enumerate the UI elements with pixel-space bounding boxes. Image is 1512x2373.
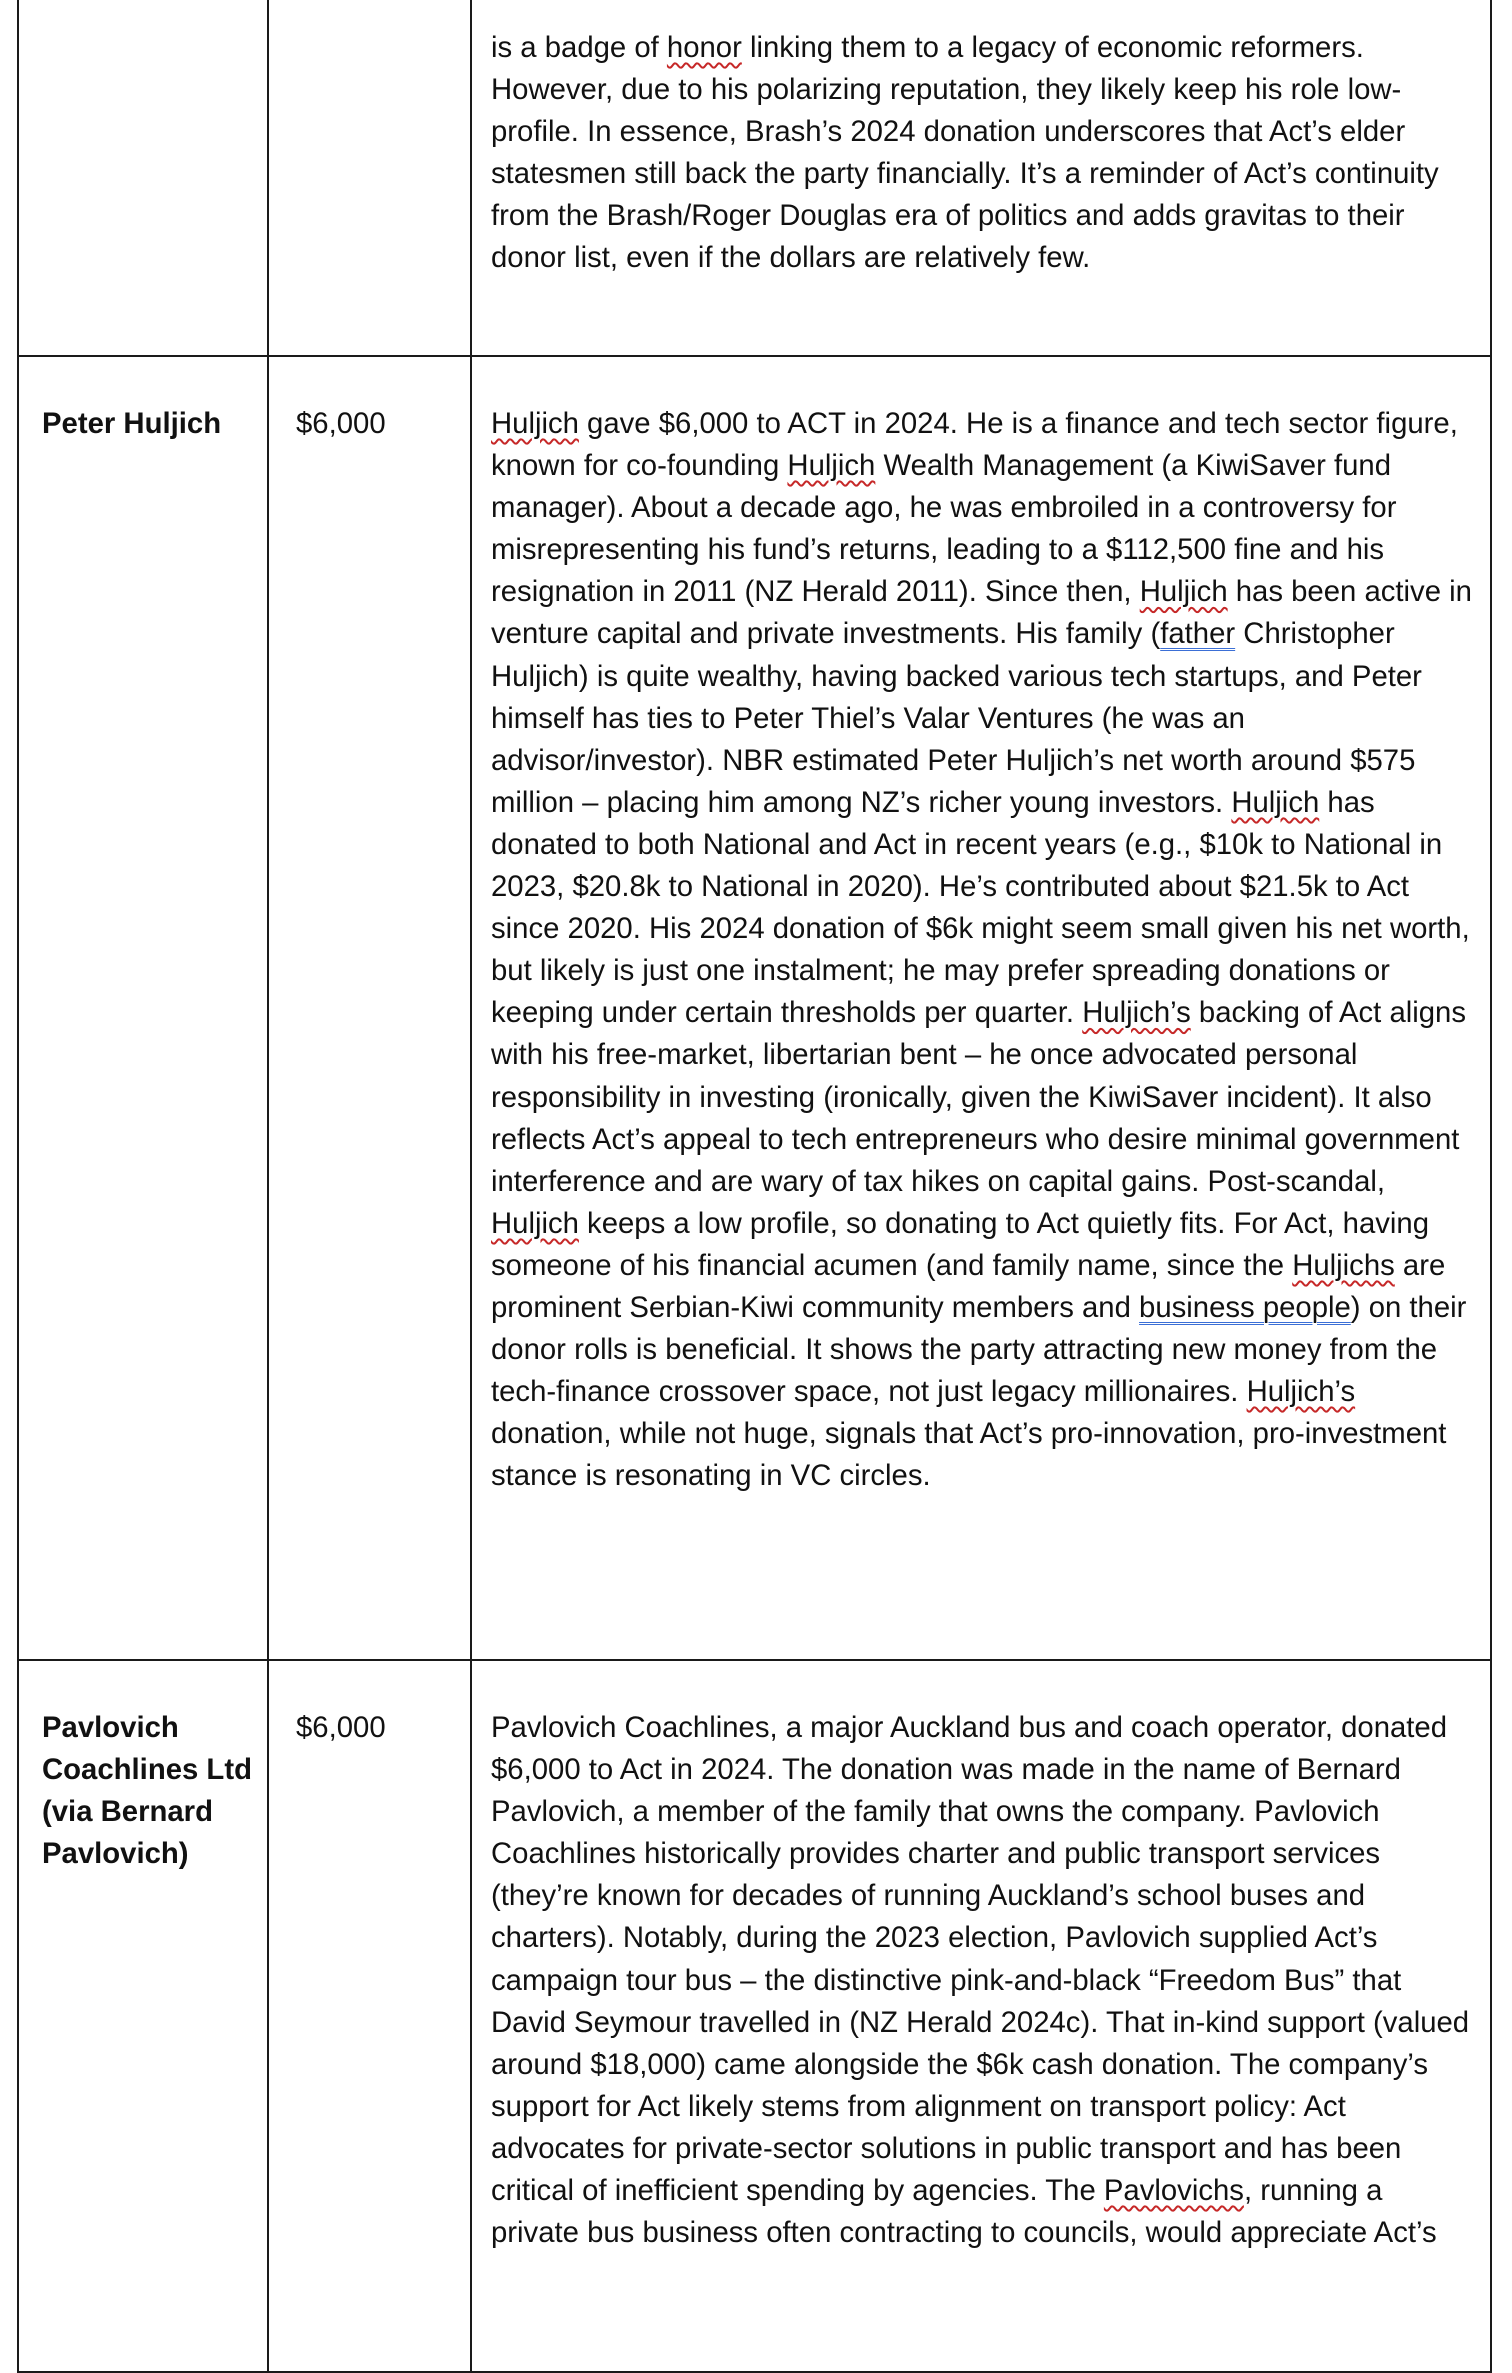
donor-table [17, 0, 1492, 2373]
description-text: Wealth Management (a KiwiSaver fund manager). About a decade ago, he was embroiled in a controversy for misrepresenting his fund’s returns, leading to a $112,500 fine and his resignation in 2011 (NZ Herald 2011). Since then, [491, 449, 1397, 609]
donor-description-cell [471, 356, 1491, 1660]
donor-name-cell: Peter Huljich [18, 356, 268, 1660]
grammar-flag: business people [1139, 1290, 1351, 1324]
donation-amount-cell: $6,000 [268, 356, 471, 1660]
description-text: Christopher Huljich) is quite wealthy, having backed various tech startups, and Peter himself has ties to Peter Thiel’s Valar Ventures (he was an advisor/investor). NBR estimated Peter Huljich’s net worth around $575 million – placing him among NZ’s richer young investors. [491, 617, 1422, 819]
description-text: linking them to a legacy of economic reformers. However, due to his polarizing reputation, they likely keep his role low-profile. In essence, Brash’s 2024 donation underscores that Act’s elder statesmen still back the party financially. It’s a reminder of Act’s continuity from the Brash/Roger Douglas era of politics and adds gravitas to their donor list, even if the dollars are relatively few. [491, 31, 1439, 275]
description-text: donation, while not huge, signals that Act’s pro-innovation, pro-investment stance is resonating in VC circles. [491, 1417, 1447, 1493]
description-text: keeps a low profile, so donating to Act quietly fits. For Act, having someone of his financial acumen (and family name, since the [491, 1206, 1429, 1282]
description-text: are prominent Serbian-Kiwi community members and [491, 1248, 1446, 1324]
spelling-flag: Huljich [491, 1206, 579, 1240]
spelling-flag: Pavlovichs [1103, 2174, 1244, 2208]
spelling-flag: Huljich’s [1246, 1375, 1356, 1409]
description-text: is a badge of [491, 31, 667, 64]
description-text: gave $6,000 to ACT in 2024. He is a finance and tech sector figure, known for co-founding [491, 407, 1458, 483]
grammar-flag: father [1160, 617, 1236, 651]
donor-name-cell: Pavlovich Coachlines Ltd (via Bernard Pavlovich) [18, 1660, 268, 2372]
spelling-flag: Huljich [1231, 785, 1320, 819]
donor-description-cell [471, 0, 1491, 356]
table-row [18, 0, 1491, 356]
donation-amount-cell [268, 0, 471, 356]
donor-name-cell [18, 0, 268, 356]
table-row [18, 356, 1491, 1660]
spelling-flag: Huljich’s [1082, 996, 1191, 1030]
description-text: has donated to both National and Act in recent years (e.g., $10k to National in 2023, $20.8k to National in 2020). He’s contributed about $21.5k to Act since 2020. His 2024 donation of $6k might seem small given his net worth, but likely is just one instalment; he may prefer spreading donations or keeping under certain thresholds per quarter. [491, 785, 1470, 1030]
description-text: backing of Act aligns with his free-market, libertarian bent – he once advocated personal responsibility in investing (ironically, given the KiwiSaver incident). It also reflects Act’s appeal to tech entrepreneurs who desire minimal government interference and are wary of tax hikes on capital gains. Post-scandal, [491, 996, 1466, 1198]
donation-amount-cell: $6,000 [268, 1660, 471, 2372]
description-text: Pavlovich Coachlines, a major Auckland bus and coach operator, donated $6,000 to Act in 2024. The donation was made in the name of Bernard Pavlovich, a member of the family that owns the company. Pavlovich Coachlines historically provides charter and public transport services (they’re known for decades of running Auckland’s school buses and charters). Notably, during the 2023 election, Pavlovich supplied Act’s campaign tour bus – the distinctive pink-and-black “Freedom Bus” that David Seymour travelled in (NZ Herald 2024c). That in-kind support (valued around $18,000) came alongside the $6k cash donation. The company’s support for Act likely stems from alignment on transport policy: Act advocates for private-sector solutions in public transport and has been critical of inefficient spending by agencies. The [491, 1711, 1470, 2208]
spelling-flag: honor [666, 31, 742, 64]
table-row [18, 1660, 1491, 2372]
spelling-flag: Huljich [787, 449, 876, 483]
description-text: , running a private bus business often contracting to councils, would appreciate Act’s [491, 2174, 1437, 2250]
spelling-flag: Huljich [1139, 575, 1228, 609]
description-text: ) on their donor rolls is beneficial. It shows the party attracting new money from the tech-finance crossover space, not just legacy millionaires. [491, 1290, 1467, 1409]
donor-description-cell [471, 1660, 1491, 2372]
spelling-flag: Huljichs [1292, 1248, 1395, 1282]
description-text: has been active in venture capital and private investments. His family ( [491, 575, 1472, 651]
spelling-flag: Huljich [491, 407, 579, 440]
